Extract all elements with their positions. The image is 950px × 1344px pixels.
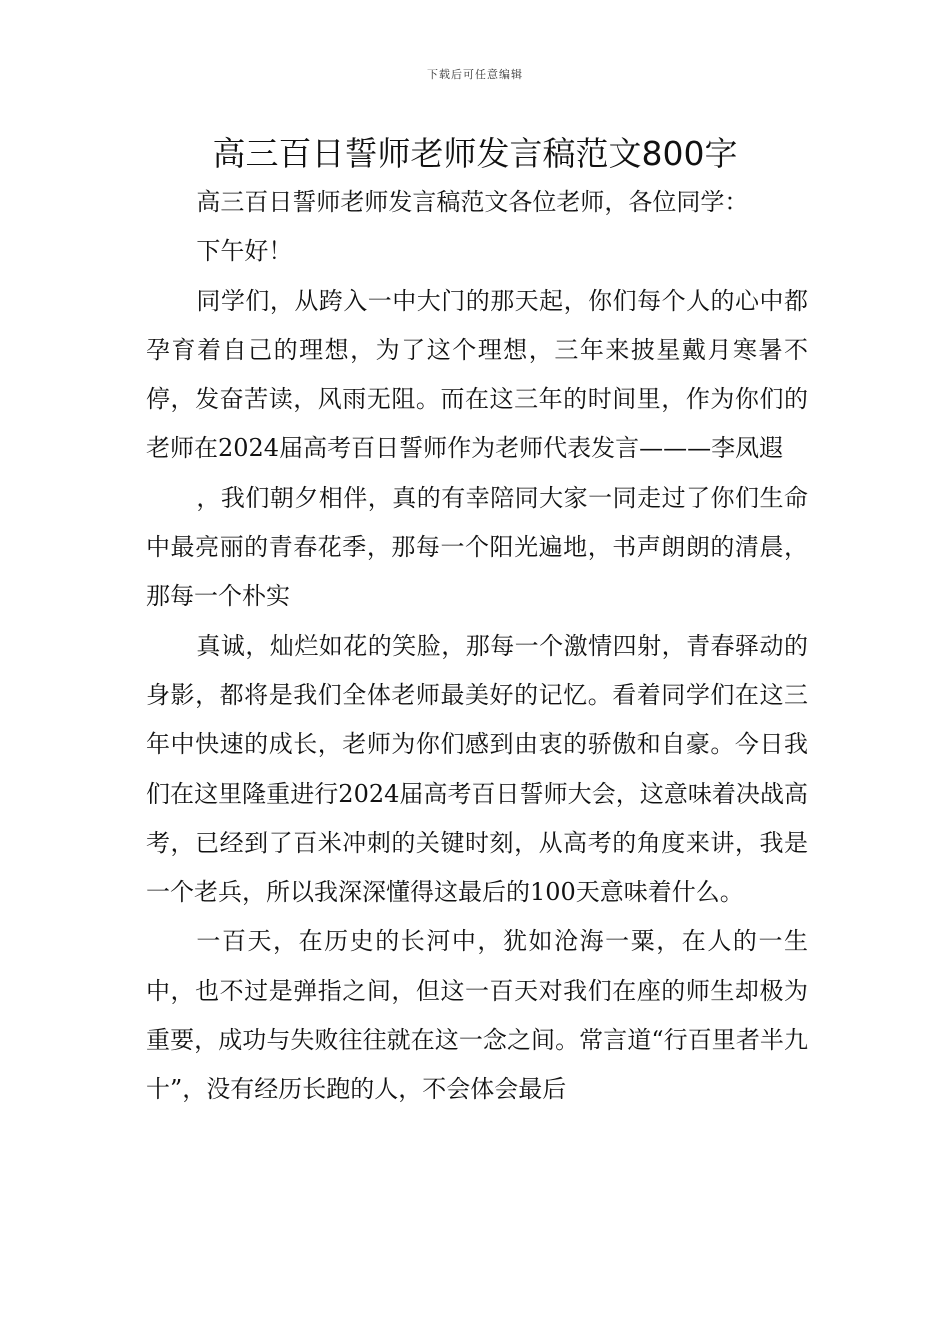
paragraph-salutation: 高三百日誓师老师发言稿范文各位老师，各位同学：: [196, 188, 749, 216]
paragraph-body-4: 一百天，在历史的长河中，犹如沧海一粟，在人的一生中，也不过是弹指之间，但这一百天对我们在座的师生却极为重要，成功与失败往往就在这一念之间。常言道“行百里者半九十”，没有经历长跑的人，不会体会最后: [146, 927, 808, 1104]
document-title: 高三百日誓师老师发言稿范文800字: [212, 134, 738, 173]
header-note: 下载后可任意编辑: [427, 68, 523, 81]
paragraph-body-1: 同学们，从跨入一中大门的那天起，你们每个人的心中都孕育着自己的理想，为了这个理想，三年来披星戴月寒暑不停，发奋苦读，风雨无阻。而在这三年的时间里，作为你们的老师在2024届高考百日誓师作为老师代表发言———李凤遐: [146, 286, 808, 463]
paragraph-greeting: 下午好！: [196, 237, 293, 266]
paragraph-body-2: ，我们朝夕相伴，真的有幸陪同大家一同走过了你们生命中最亮丽的青春花季，那每一个阳光遍地，书声朗朗的清晨，那每一个朴实: [146, 483, 808, 611]
document-body: [146, 178, 808, 1115]
paragraph-body-3: 真诚，灿烂如花的笑脸，那每一个激情四射，青春驿动的身影，都将是我们全体老师最美好的记忆。看着同学们在这三年中快速的成长，老师为你们感到由衷的骄傲和自豪。今日我们在这里隆重进行2024届高考百日誓师大会，这意味着决战高考，已经到了百米冲刺的关键时刻，从高考的角度来讲，我是一个老兵，所以我深深懂得这最后的100天意味着什么。: [146, 631, 808, 907]
